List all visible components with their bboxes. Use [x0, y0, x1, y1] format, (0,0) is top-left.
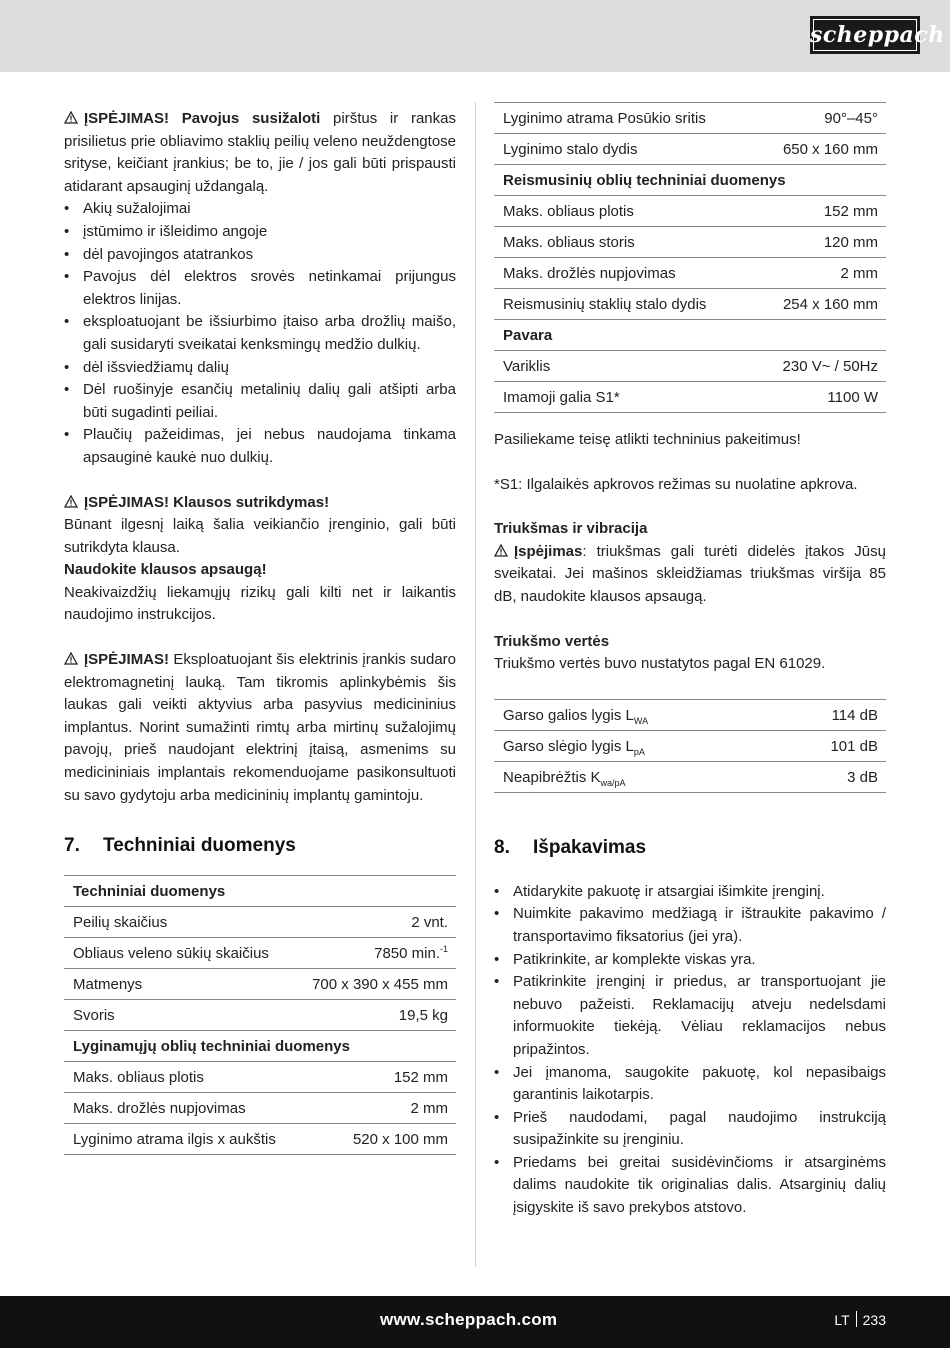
table-cell-label	[494, 289, 754, 320]
list-item: • dėl išsviedžiamų dalių	[64, 357, 456, 380]
cell-label-text: Lyginimo atrama Posūkio sritis	[503, 110, 706, 127]
warning-triangle-icon	[64, 652, 78, 665]
list-item: • Pavojus dėl elektros srovės netinkamai prijungus elektros linijas.	[64, 266, 456, 311]
warning-triangle-icon	[64, 495, 78, 508]
unpacking-list	[494, 881, 886, 1220]
table-row	[494, 730, 886, 761]
list-item: • Priedams bei greitai susidėvinčioms ir atsarginėms dalims naudokite tik originalias dalis. Atsarginių dalių įsigyskite iš savo prekybos atstovo.	[494, 1152, 886, 1220]
cell-value-text: 2 mm	[840, 265, 878, 282]
cell-label-text: Maks. obliaus plotis	[503, 203, 634, 220]
table-cell-value	[754, 351, 886, 382]
footer-separator	[856, 1311, 857, 1327]
page-header	[0, 0, 950, 72]
cell-label-text: Svoris	[73, 1007, 115, 1025]
table-section-header	[494, 165, 886, 196]
cell-value-text: 19,5 kg	[398, 1007, 448, 1025]
cell-label-text: Lyginimo stalo dydis	[503, 141, 638, 158]
table-row	[64, 1124, 456, 1155]
cell-label-text: Garso slėgio lygis L	[503, 737, 634, 755]
section-8-number: 8.	[494, 836, 510, 858]
list-item: • Prieš naudodami, pagal naudojimo instrukciją susipažinkite su įrenginiu.	[494, 1107, 886, 1152]
cell-label-text: Reismusinių oblių techniniai duomenys	[503, 172, 786, 189]
warning-injury-paragraph	[64, 108, 456, 198]
table-cell-value	[754, 134, 886, 165]
warning-triangle-icon	[494, 544, 508, 557]
table-cell-value	[754, 227, 886, 258]
right-column	[494, 102, 886, 1220]
table-cell-value	[754, 258, 886, 289]
list-item: • Dėl ruošinyje esančių metalinių dalių gali atšipti arba būti sugadinti peiliai.	[64, 379, 456, 424]
table-cell-value	[295, 938, 456, 969]
table-row	[494, 258, 886, 289]
table-cell-label	[64, 1031, 456, 1062]
cell-label-text: Pavara	[503, 327, 553, 344]
cell-value-text: 152 mm	[823, 203, 878, 220]
noise-values-table	[494, 699, 886, 793]
logo-text: scheppach	[810, 22, 945, 48]
table-cell-label	[494, 382, 754, 413]
table-row	[64, 907, 456, 938]
table-cell-value	[295, 1124, 456, 1155]
table-cell-label	[64, 969, 295, 1000]
cell-label-text: Maks. drožlės nupjovimas	[503, 265, 676, 282]
left-column	[64, 108, 456, 1155]
cell-label-text: Garso galios lygis L	[503, 706, 634, 724]
cell-label-text: Variklis	[503, 358, 551, 375]
cell-value-text: 520 x 100 mm	[352, 1131, 448, 1149]
cell-value-text: 152 mm	[393, 1069, 448, 1087]
table-cell-value	[295, 969, 456, 1000]
cell-label-text: Lyginamųjų oblių techniniai duomenys	[73, 1038, 350, 1056]
table-section-header	[494, 320, 886, 351]
table-cell-value	[754, 103, 886, 134]
section-8-title: Išpakavimas	[533, 836, 647, 858]
cell-value-text: 114 dB	[831, 706, 878, 724]
table-row	[64, 1093, 456, 1124]
language-code: LT	[834, 1312, 850, 1328]
table-row	[64, 1000, 456, 1031]
cell-value-text: 101 dB	[830, 737, 878, 755]
noise-vibration-heading: Triukšmas ir vibracija	[494, 520, 648, 538]
cell-value-text: 2 mm	[410, 1100, 448, 1118]
table-cell-value	[295, 1062, 456, 1093]
table-cell-value	[774, 730, 886, 761]
table-cell-label	[64, 938, 295, 969]
list-item: • Jei įmanoma, saugokite pakuotę, kol nepasibaigs garantinis laikotarpis.	[494, 1062, 886, 1107]
table-section-header	[64, 876, 456, 907]
cell-label-text: Imamoji galia S1*	[503, 389, 620, 406]
table-row	[494, 134, 886, 165]
cell-label-text: Maks. obliaus plotis	[73, 1069, 204, 1087]
table-cell-label	[494, 761, 774, 792]
warning-triangle-icon	[64, 111, 78, 124]
table-row	[494, 699, 886, 730]
cell-label-text: Peilių skaičius	[73, 914, 168, 932]
table-cell-value	[774, 699, 886, 730]
cell-label-text: Lyginimo atrama ilgis x aukštis	[73, 1131, 276, 1149]
cell-value-text: 7850 min.	[374, 945, 440, 963]
warning-injury-list	[64, 198, 456, 469]
list-item: • Patikrinkite įrenginį ir priedus, ar transportuojant jie nebuvo pažeisti. Reklamacijų atveju nedelsdami informuokite tiekėją. Vėliau reklamacijos nebus pripažintos.	[494, 971, 886, 1061]
cell-value-text: 230 V~ / 50Hz	[782, 358, 878, 375]
cell-label-text: Reismusinių staklių stalo dydis	[503, 296, 707, 313]
table-row	[494, 761, 886, 792]
technical-data-table	[64, 875, 456, 1155]
table-cell-value	[754, 382, 886, 413]
table-cell-label	[494, 320, 886, 351]
cell-label-subscript: WA	[633, 715, 649, 726]
table-cell-label	[494, 165, 886, 196]
warning-injury-text: pirštus ir rankas prisilietus prie obliavimo staklių peilių veleno neuždengtose srityse, keičiant įrankius; be to, jie / jos gali būti prispausti atidarant apsauginį uždangalą.	[64, 110, 456, 195]
cell-value-text: 650 x 160 mm	[782, 141, 878, 158]
section-8-heading	[494, 835, 886, 861]
cell-label-subscript: pA	[633, 746, 645, 757]
cell-value-text: 120 mm	[823, 234, 878, 251]
warning-injury-title: ĮSPĖJIMAS! Pavojus susižaloti	[84, 110, 321, 127]
table-cell-label	[494, 730, 774, 761]
noise-values-text: Triukšmo vertės buvo nustatytos pagal EN 61029.	[494, 655, 826, 673]
cell-label-text: Obliaus veleno sūkių skaičius	[73, 945, 269, 963]
column-divider	[475, 102, 476, 1267]
warning-hearing-title: ĮSPĖJIMAS! Klausos sutrikdymas!	[84, 493, 330, 511]
table-row	[494, 227, 886, 258]
table-cell-label	[64, 1000, 295, 1031]
table-row	[494, 103, 886, 134]
page-number	[834, 1296, 886, 1344]
table-cell-label	[494, 258, 754, 289]
table-cell-label	[64, 1124, 295, 1155]
cell-label-text: Techniniai duomenys	[73, 883, 226, 901]
page-footer	[0, 1296, 950, 1348]
table-row	[494, 382, 886, 413]
table-cell-label	[494, 699, 774, 730]
warning-hearing-residual: Neakivaizdžių liekamųjų rizikų gali kilti net ir laikantis naudojimo instrukcijos.	[64, 583, 456, 624]
warning-hearing-text: Būnant ilgesnį laiką šalia veikiančio įrenginio, gali būti sutrikdyta klausa.	[64, 516, 456, 556]
table-cell-label	[64, 1093, 295, 1124]
table-cell-label	[64, 876, 456, 907]
table-cell-label	[494, 196, 754, 227]
table-cell-value	[754, 289, 886, 320]
table-row	[64, 969, 456, 1000]
cell-value-text: 90°–45°	[824, 110, 878, 127]
cell-value-superscript: -1	[439, 944, 448, 955]
table-cell-label	[494, 351, 754, 382]
noise-values-heading: Triukšmo vertės	[494, 632, 610, 650]
cell-value-text: 254 x 160 mm	[782, 296, 878, 313]
noise-warning-paragraph	[494, 541, 886, 609]
technical-data-table-continued	[494, 102, 886, 413]
table-cell-value	[295, 1000, 456, 1031]
list-item: • Atidarykite pakuotę ir atsargiai išimkite įrenginį.	[494, 881, 886, 904]
table-cell-label	[494, 134, 754, 165]
cell-value-text: 2 vnt.	[411, 914, 448, 932]
logo-frame	[813, 19, 917, 51]
warning-emf-paragraph	[64, 649, 456, 807]
cell-label-text: Maks. drožlės nupjovimas	[73, 1100, 246, 1118]
section-7-number: 7.	[64, 835, 80, 857]
table-cell-label	[494, 227, 754, 258]
cell-label-subscript: wa/pA	[600, 777, 626, 788]
cell-value-text: 3 dB	[847, 768, 878, 786]
table-row	[494, 196, 886, 227]
table-section-header	[64, 1031, 456, 1062]
table-cell-value	[295, 907, 456, 938]
warning-emf-text: Eksploatuojant šis elektrinis įrankis sudaro elektromagnetinį lauką. Tam tikromis aplinkybėmis šis laukas gali veikti aktyvius arba pasyvius medicininius implantus. Norint sumažinti rimtų arba mirtinų sužalojimų pavojų, prieš naudojant elektrinį įtaisą, asmenims su medicininiais implantais rekomenduojame pasikonsultuoti su savo gydytoju arba medicininių implantų gamintoju.	[64, 651, 456, 804]
noise-warning-label: Įspėjimas	[514, 542, 583, 560]
list-item: • dėl pavojingos atatrankos	[64, 244, 456, 267]
table-row	[64, 1062, 456, 1093]
table-cell-label	[494, 103, 754, 134]
table-cell-value	[774, 761, 886, 792]
scheppach-logo	[810, 16, 945, 54]
warning-hearing-advice: Naudokite klausos apsaugą!	[64, 561, 267, 579]
list-item: • eksploatuojant be išsiurbimo įtaiso arba drožlių maišo, gali susidaryti sveikatai kenksmingų medžio dulkių.	[64, 311, 456, 356]
table-cell-value	[754, 196, 886, 227]
table-row	[64, 938, 456, 969]
website-link[interactable]: www.scheppach.com	[380, 1310, 558, 1329]
table-cell-label	[64, 1062, 295, 1093]
page-number-value: 233	[862, 1312, 886, 1328]
section-7-heading	[64, 833, 456, 859]
section-7-title: Techniniai duomenys	[103, 835, 296, 857]
warning-hearing-paragraph	[64, 492, 456, 515]
cell-value-text: 700 x 390 x 455 mm	[312, 976, 448, 994]
table-row	[494, 289, 886, 320]
list-item: • įstūmimo ir išleidimo angoje	[64, 221, 456, 244]
list-item: • Akių sužalojimai	[64, 198, 456, 221]
s1-footnote: *S1: Ilgalaikės apkrovos režimas su nuolatine apkrova.	[494, 475, 858, 493]
cell-label-text: Neapibrėžtis K	[503, 768, 601, 786]
technical-changes-note: Pasiliekame teisę atlikti techninius pakeitimus!	[494, 431, 801, 448]
noise-warning-text: : triukšmas gali turėti didelės įtakos Jūsų sveikatai. Jei mašinos skleidžiamas triukšmas viršija 85 dB, naudokite klausos apsaugą.	[494, 542, 886, 605]
table-cell-label	[64, 907, 295, 938]
list-item: • Patikrinkite, ar komplekte viskas yra.	[494, 949, 886, 972]
list-item: • Plaučių pažeidimas, jei nebus naudojama tinkama apsauginė kaukė nuo dulkių.	[64, 424, 456, 469]
table-row	[494, 351, 886, 382]
table-cell-value	[295, 1093, 456, 1124]
list-item: • Nuimkite pakavimo medžiagą ir ištraukite pakavimo / transportavimo fiksatorius (jei yra).	[494, 903, 886, 948]
cell-value-text: 1100 W	[827, 389, 878, 406]
warning-emf-title: ĮSPĖJIMAS!	[84, 651, 170, 669]
cell-label-text: Maks. obliaus storis	[503, 234, 635, 251]
cell-label-text: Matmenys	[73, 976, 143, 994]
